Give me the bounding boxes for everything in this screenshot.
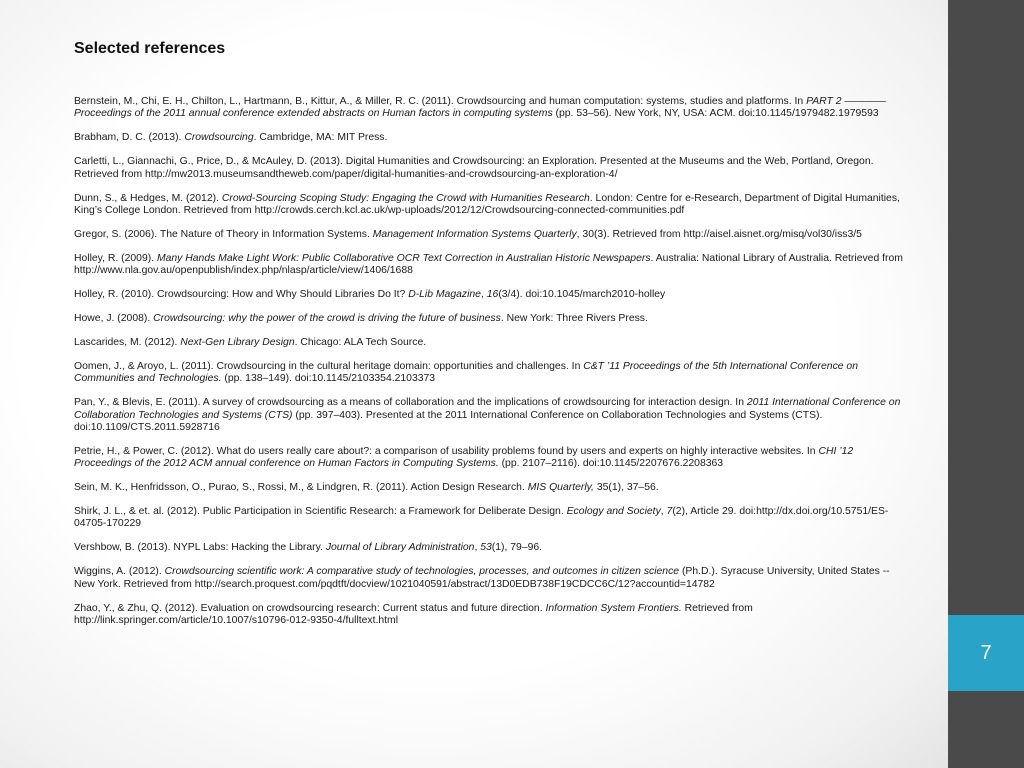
reference-text: Vershbow, B. (2013). NYPL Labs: Hacking the Library. <box>74 542 326 554</box>
reference-italic-text: Ecology and Society <box>566 506 661 518</box>
reference-italic-text: 16 <box>486 289 499 301</box>
reference-italic-text: C&T ’11 Proceedings of the 5th International Conference on Communities and Technologies. <box>74 360 858 385</box>
reference-entry <box>74 361 904 386</box>
reference-italic-text: Management Information Systems Quarterly <box>372 228 577 240</box>
reference-entry <box>74 397 904 434</box>
reference-text: . Australia: National Library of Australia. Retrieved from http://www.nla.gov.au/openpublish/index.php/nlasp/article/view/1406/1688 <box>74 252 903 277</box>
reference-text: Gregor, S. (2006). The Nature of Theory in Information Systems. <box>74 228 373 240</box>
reference-italic-text: Journal of Library Administration <box>325 542 475 554</box>
reference-text: Holley, R. (2010). Crowdsourcing: How and Why Should Libraries Do It? <box>74 289 409 301</box>
reference-list <box>74 96 904 639</box>
reference-text: Holley, R. (2009). <box>74 252 157 264</box>
reference-text: , 30(3). Retrieved from http://aisel.aisnet.org/misq/vol30/iss3/5 <box>576 228 862 240</box>
reference-text: Zhao, Y., & Zhu, Q. (2012). Evaluation on crowdsourcing research: Current status and future direction. <box>74 602 546 614</box>
reference-text: (1), 79–96. <box>491 542 543 554</box>
reference-text: Dunn, S., & Hedges, M. (2012). <box>74 192 222 204</box>
reference-text: (2), Article 29. doi:http://dx.doi.org/10.5751/ES-04705-170229 <box>74 506 889 530</box>
reference-text: Bernstein, M., Chi, E. H., Chilton, L., Hartmann, B., Kittur, A., & Miller, R. C. (2011). Crowdsourcing and human computation: systems, studies and platforms. In <box>74 96 807 107</box>
reference-italic-text: 53 <box>480 542 492 554</box>
reference-italic-text: Crowd-Sourcing Scoping Study: Engaging the Crowd with Humanities Research <box>221 192 590 204</box>
reference-italic-text: Crowdsourcing: why the power of the crowd is driving the future of business <box>153 312 501 324</box>
reference-text: Oomen, J., & Aroyo, L. (2011). Crowdsourcing in the cultural heritage domain: opportunities and challenges. In <box>74 360 584 372</box>
reference-italic-text: 7 <box>666 506 673 518</box>
reference-text: Shirk, J. L., & et. al. (2012). Public Participation in Scientific Research: a Framework for Deliberate Design. <box>74 506 567 518</box>
reference-text: . New York: Three Rivers Press. <box>500 312 648 324</box>
reference-text: (pp. 138–149). doi:10.1145/2103354.2103373 <box>221 373 436 385</box>
reference-text: (Ph.D.). Syracuse University, United States -- New York. Retrieved from http://search.proquest.com/pqdtft/docview/1021040591/abstract/13D0EDB738F19CDCC6C/12?accountid=14782 <box>74 566 890 590</box>
reference-entry <box>74 156 904 181</box>
reference-entry <box>74 132 904 144</box>
reference-text: (pp. 397–403). Presented at the 2011 International Conference on Collaboration Technologies and Systems (CTS). doi:10.1109/CTS.2011.5928716 <box>74 409 823 433</box>
reference-text: Brabham, D. C. (2013). <box>74 132 185 144</box>
reference-text: Wiggins, A. (2012). <box>74 566 165 578</box>
reference-text: 35(1), 37–56. <box>593 482 659 494</box>
reference-italic-text: Many Hands Make Light Work: Public Collaborative OCR Text Correction in Australian Historic Newspapers <box>156 252 651 264</box>
reference-entry <box>74 289 904 301</box>
reference-italic-text: CHI ’12 Proceedings of the 2012 ACM annual conference on Human Factors in Computing Systems. <box>74 445 854 470</box>
reference-italic-text: D-Lib Magazine <box>408 289 481 301</box>
reference-entry <box>74 446 904 471</box>
reference-entry <box>74 482 904 494</box>
reference-text: Retrieved from http://link.springer.com/article/10.1007/s10796-012-9350-4/fulltext.html <box>74 602 753 626</box>
reference-text: (pp. 53–56). New York, NY, USA: ACM. doi:10.1145/1979482.1979593 <box>552 108 879 120</box>
reference-text: . Chicago: ALA Tech Source. <box>294 336 427 348</box>
reference-text: Pan, Y., & Blevis, E. (2011). A survey of crowdsourcing as a means of collaboration and the implications of crowdsourcing for interaction design. In <box>74 397 747 409</box>
page-number-badge: 7 <box>948 615 1024 691</box>
reference-italic-text: MIS Quarterly, <box>527 482 594 494</box>
reference-text: , <box>660 506 667 518</box>
reference-text: , <box>474 542 481 554</box>
reference-text: , <box>480 289 487 301</box>
reference-entry <box>74 542 904 554</box>
reference-text: (3/4). doi:10.1045/march2010-holley <box>498 289 666 301</box>
reference-entry <box>74 313 904 325</box>
reference-italic-text: Crowdsourcing scientific work: A comparative study of technologies, processes, and outcomes in citizen science <box>164 566 680 578</box>
reference-entry <box>74 337 904 349</box>
reference-entry <box>74 96 904 121</box>
reference-text: Howe, J. (2008). <box>74 312 154 324</box>
reference-text: Carletti, L., Giannachi, G., Price, D., & McAuley, D. (2013). Digital Humanities and Crowdsourcing: an Exploration. Presented at the Museums and the Web, Portland, Oregon. Retrieved from http://mw2013.museumsandtheweb.com/paper/digital-humanities-and-crowdsourcing-an-exploration-4/ <box>74 156 874 180</box>
reference-text: . Cambridge, MA: MIT Press. <box>253 132 388 144</box>
reference-italic-text: Crowdsourcing <box>184 132 254 144</box>
reference-text: (pp. 2107–2116). doi:10.1145/2207676.2208363 <box>498 458 724 470</box>
reference-italic-text: PART 2 ———— Proceedings of the 2011 annual conference extended abstracts on Human factors in computing systems <box>74 96 886 120</box>
reference-entry <box>74 193 904 218</box>
reference-text: . London: Centre for e-Research, Department of Digital Humanities, King’s College London. Retrieved from http://crowds.cerch.kcl.ac.uk/wp-uploads/2012/12/Crowdsourcing-connected-communities.pdf <box>74 192 900 216</box>
reference-entry <box>74 253 904 278</box>
reference-text: Petrie, H., & Power, C. (2012). What do users really care about?: a comparison of usability problems found by users and experts on highly interactive websites. In <box>74 445 819 457</box>
reference-italic-text: Next-Gen Library Design <box>180 336 295 348</box>
reference-text: Lascarides, M. (2012). <box>74 336 181 348</box>
reference-entry <box>74 603 904 628</box>
page-title: Selected references <box>74 40 226 57</box>
reference-text: Sein, M. K., Henfridsson, O., Purao, S., Rossi, M., & Lindgren, R. (2011). Action Design Research. <box>74 482 528 494</box>
reference-entry <box>74 229 904 241</box>
reference-italic-text: 2011 International Conference on Collaboration Technologies and Systems (CTS) <box>74 397 901 421</box>
reference-entry <box>74 566 904 591</box>
reference-entry <box>74 506 904 531</box>
reference-italic-text: Information System Frontiers. <box>545 602 682 614</box>
